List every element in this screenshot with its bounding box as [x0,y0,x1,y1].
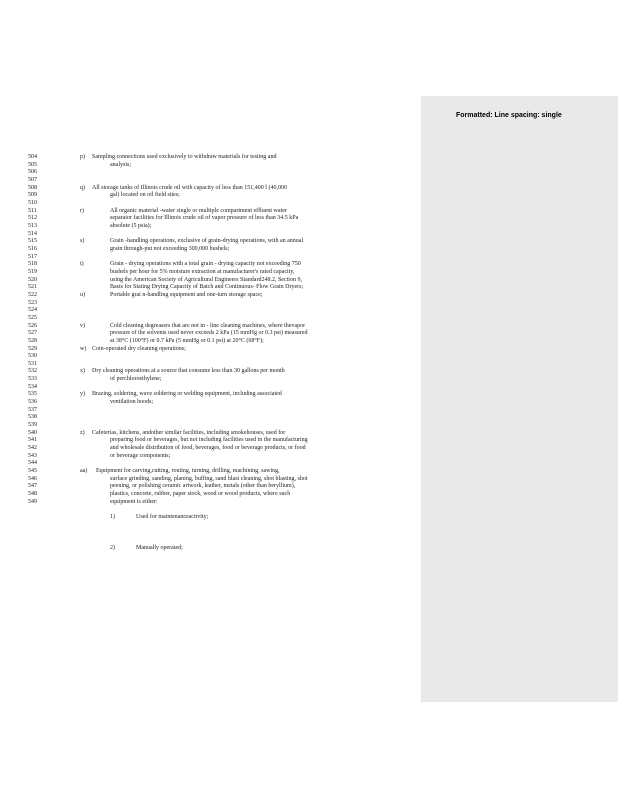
list-item-text: Equipment for carving,cutting, routing, turning, drilling, machining, sawing, [96,468,280,475]
line-number: 543 [28,452,37,459]
line-number: 539 [28,422,37,429]
list-item-text: Dry cleaning operations at a source that consume less than 30 gallons per month [92,368,285,375]
line-number: 512 [28,215,37,222]
list-item-marker: y) [80,391,85,398]
line-number: 506 [28,169,37,176]
line-number: 528 [28,337,37,344]
line-number: 541 [28,437,37,444]
line-number: 546 [28,475,37,482]
list-item-text: Sampling connections used exclusively to withdraw materials for testing and [92,154,277,160]
list-item-marker: 1) [110,514,115,521]
line-number: 538 [28,414,37,421]
line-number: 525 [28,314,37,321]
line-number: 530 [28,353,37,360]
line-number: 519 [28,268,37,275]
list-item-text: Brazing, soldering, wave soldering or welding equipment, including associated [92,391,282,398]
line-number: 508 [28,184,37,191]
list-item-marker: p) [80,154,85,160]
list-item-text: grain through-put not exceeding 300,000 bushels; [110,245,230,252]
line-number: 537 [28,406,37,413]
list-item-text: surface grinding, sanding, planing, buffing, sand blast cleaning, shot blasting, shot [110,475,308,482]
list-item-text: ventilation hoods; [110,399,154,406]
line-number: 527 [28,330,37,337]
line-number: 505 [28,161,37,168]
line-number: 540 [28,429,37,436]
list-item-marker: z) [80,429,85,436]
list-item-text: All storage tanks of Illinois crude oil with capacity of less than 151,400 l (40,000 [92,184,287,191]
list-item-marker: 2) [110,544,115,551]
list-item-text: at 38°C (100°F) or 0.7 kPa (5 mmHg or 0.1 psi) at 20°C (68°F); [110,337,264,344]
list-item-text: equipment is either: [110,498,158,505]
list-item-text: Coin-operated dry cleaning operations; [92,345,186,352]
list-item-text: Grain -handling operations, exclusive of grain-drying operations, with an annual [110,238,304,245]
line-number: 536 [28,399,37,406]
line-number: 535 [28,391,37,398]
list-item-text: absolute (5 psia); [110,222,152,229]
line-number: 510 [28,199,37,206]
line-number: 520 [28,276,37,283]
line-number: 517 [28,253,37,260]
line-number: 513 [28,222,37,229]
list-item-text: peening, or polishing ceramic artwork, leather, metals (other than beryllium), [110,483,296,490]
line-number: 515 [28,238,37,245]
list-item-marker: r) [80,207,84,214]
line-number: 533 [28,376,37,383]
line-number: 542 [28,445,37,452]
list-item-text: All organic material -water single or multiple compartment effluent water [110,207,287,214]
line-number: 523 [28,299,37,306]
list-item-text: Grain - drying operations with a total grain - drying capacity not exceeding 750 [110,261,301,268]
line-number: 509 [28,192,37,199]
list-item-text: bushels per hour for 5% moisture extraction at manufacturer's rated capacity, [110,268,295,275]
line-number: 531 [28,360,37,367]
line-number: 547 [28,483,37,490]
list-item-text: plastics, concrete, rubber, paper stock, wood or wood products, where such [110,491,291,498]
list-item-marker: u) [80,291,85,298]
list-item-text: Basis for Stating Drying Capacity of Batch and Continuous- Flow Grain Dryers; [110,284,304,291]
line-number: 507 [28,176,37,183]
line-number: 518 [28,261,37,268]
line-number: 534 [28,383,37,390]
list-item-text: separator facilities for Illinois crude oil of vapor pressure of less than 34.5 kPa [110,215,299,222]
list-item-text: Cafeterias, kitchens, andother similar facilities, including smokehouses, used for [92,429,286,436]
list-item-text: Used for maintenanceactivity; [136,514,209,521]
line-number: 516 [28,245,37,252]
line-number: 522 [28,291,37,298]
list-item-text: pressure of the solvents used never exceeds 2 kPa (15 mmHg or 0.3 psi) measured [110,330,308,337]
line-number: 532 [28,368,37,375]
list-item-marker: t) [80,261,84,268]
comment-pane [421,96,618,702]
line-number: 544 [28,460,37,467]
list-item-text: using the American Society of Agricultural Engineers Standard248.2, Section 9, [110,276,302,283]
line-number: 526 [28,322,37,329]
list-item-text: gal) located on oil field sites; [110,192,180,199]
list-item-marker: v) [80,322,85,329]
line-number: 521 [28,284,37,291]
list-item-marker: w) [80,345,87,352]
line-number: 549 [28,498,37,505]
list-item-text: and wholesale distribution of food, beverages, food or beverage products, or food [110,445,306,452]
list-item-marker: s) [80,238,85,245]
list-item-text: of perchloroethylene; [110,376,162,383]
list-item-text: Cold cleaning degreasers that are not in - line cleaning machines, where thevapor [110,322,306,329]
list-item-text: Manually operated; [136,544,183,551]
line-number: 529 [28,345,37,352]
line-number: 514 [28,230,37,237]
list-item-text: preparing food or beverages, but not including facilities used in the manufacturing [110,437,308,444]
list-item-marker: x) [80,368,85,375]
line-number: 511 [28,207,37,214]
line-number: 545 [28,468,37,475]
list-item-text: Portable grai n-handling equipment and one-turn storage space; [110,291,263,298]
list-item-text: or beverage components; [110,452,171,459]
line-number: 548 [28,491,37,498]
line-number: 524 [28,307,37,314]
line-number: 504 [28,154,37,160]
list-item-text: analysis; [110,161,131,168]
comment-label: Formatted: Line spacing: single [456,112,562,119]
list-item-marker: q) [80,184,85,191]
list-item-marker: aa) [80,468,88,475]
